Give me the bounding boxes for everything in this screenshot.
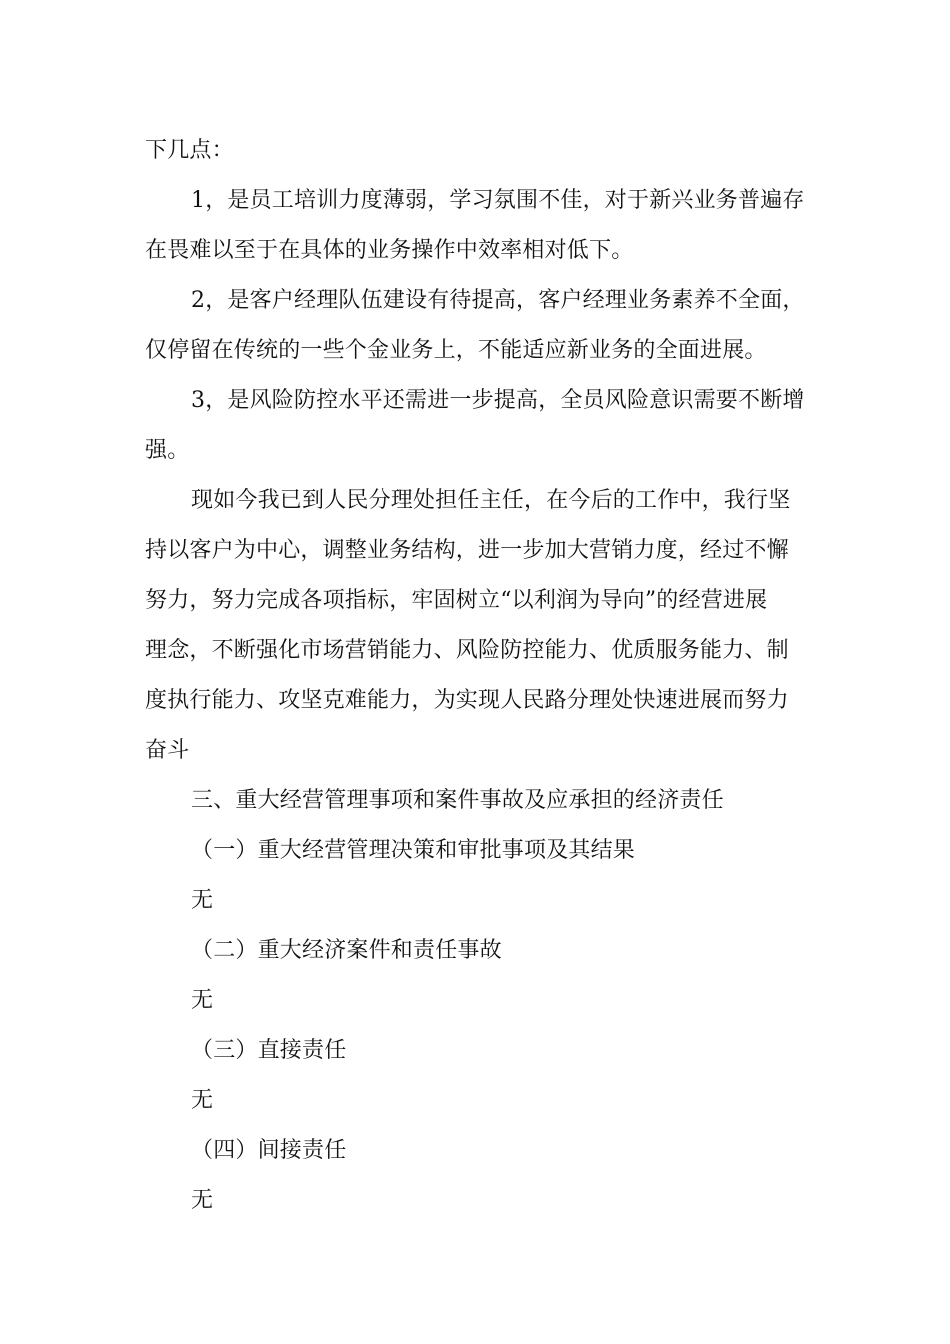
subsection-answer: 无	[191, 1088, 214, 1113]
subsection-heading: （一）重大经营管理决策和审批事项及其结果	[191, 838, 636, 863]
text-line: 度执行能力、攻坚克难能力，为实现人民路分理处快速进展而努力	[145, 688, 789, 713]
text-line: 3，是风险防控水平还需进一步提高，全员风险意识需要不断增	[191, 388, 805, 413]
text-line: 强。	[145, 438, 190, 463]
subsection-answer: 无	[191, 1188, 214, 1213]
subsection-answer: 无	[191, 888, 214, 913]
text-line: 下几点：	[145, 138, 234, 163]
text-line: 在畏难以至于在具体的业务操作中效率相对低下。	[145, 238, 634, 263]
subsection-heading: （四）间接责任	[191, 1138, 347, 1163]
text-line: 2，是客户经理队伍建设有待提高，客户经理业务素养不全面，	[191, 288, 805, 313]
subsection-heading: （二）重大经济案件和责任事故	[191, 938, 502, 963]
text-line: 努力，努力完成各项指标，牢固树立“以利润为导向”的经营进展	[145, 588, 768, 613]
text-line: 现如今我已到人民分理处担任主任，在今后的工作中，我行坚	[191, 488, 791, 513]
text-line: 奋斗	[145, 738, 190, 763]
section-heading: 三、重大经营管理事项和案件事故及应承担的经济责任	[191, 788, 724, 813]
subsection-heading: （三）直接责任	[191, 1038, 347, 1063]
text-line: 理念，不断强化市场营销能力、风险防控能力、优质服务能力、制	[145, 638, 789, 663]
text-line: 1，是员工培训力度薄弱，学习氛围不佳，对于新兴业务普遍存	[191, 188, 805, 213]
subsection-answer: 无	[191, 988, 214, 1013]
text-line: 持以客户为中心，调整业务结构，进一步加大营销力度，经过不懈	[145, 538, 789, 563]
text-line: 仅停留在传统的一些个金业务上，不能适应新业务的全面进展。	[145, 338, 767, 363]
